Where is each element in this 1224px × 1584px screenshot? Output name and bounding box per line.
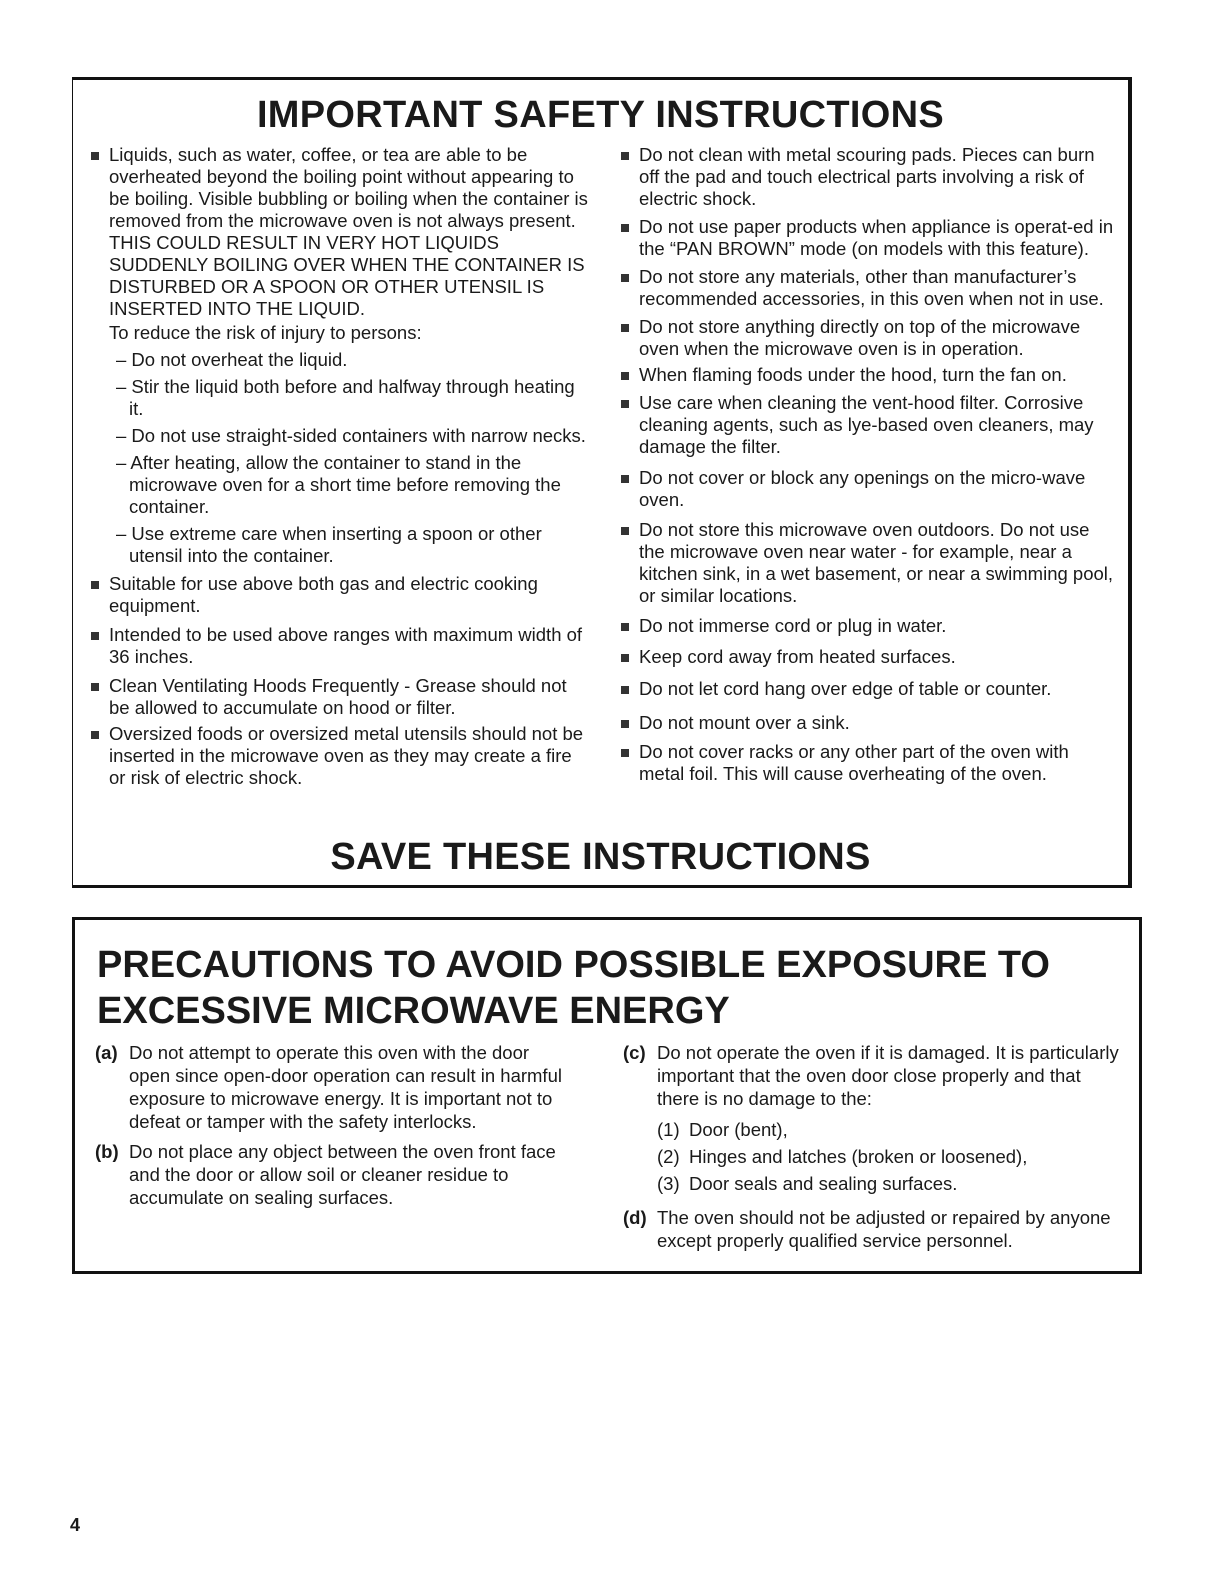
square-bullet-icon: [621, 749, 629, 757]
item-label: (d): [623, 1207, 647, 1228]
precautions-box: [72, 917, 1142, 1274]
item-text: Do not place any object between the oven front face and the door or allow soil or cleaner residue to accumulate on sealing surfaces.: [129, 1141, 556, 1208]
item-text: Liquids, such as water, coffee, or tea are able to be overheated beyond the boiling point without appearing to be boiling. Visible bubbling or boiling when the container is removed from the microwave oven is not always present. THIS COULD RESULT IN VERY HOT LIQUIDS SUDDENLY BOILING OVER WHEN THE CONTAINER IS DISTURBED OR A SPOON OR OTHER UTENSIL IS INSERTED INTO THE LIQUID.: [109, 144, 588, 319]
item-label: (a): [95, 1042, 118, 1063]
item-label: (2): [657, 1146, 680, 1167]
dash-item: – Do not use straight-sided containers with narrow necks.: [116, 425, 586, 446]
square-bullet-icon: [621, 720, 629, 728]
list-item: [619, 712, 1119, 734]
square-bullet-icon: [621, 274, 629, 282]
list-item: [619, 144, 1119, 210]
square-bullet-icon: [621, 475, 629, 483]
dash-item: – Do not overheat the liquid.: [116, 349, 348, 370]
safety-title: IMPORTANT SAFETY INSTRUCTIONS: [256, 94, 945, 136]
item-text: Do not let cord hang over edge of table or counter.: [639, 678, 1052, 699]
item-text: Do not cover or block any openings on the micro-wave oven.: [639, 467, 1086, 510]
item-text: When flaming foods under the hood, turn the fan on.: [639, 364, 1067, 385]
safety-instructions-box: [72, 77, 1132, 888]
list-item: [619, 467, 1119, 511]
list-item: [623, 1145, 1123, 1168]
item-label: (c): [623, 1042, 646, 1063]
save-instructions-heading: SAVE THESE INSTRUCTIONS: [330, 836, 871, 878]
dash-item: – Use extreme care when inserting a spoon or other utensil into the container.: [116, 523, 542, 566]
item-text: Intended to be used above ranges with maximum width of 36 inches.: [109, 624, 583, 667]
item-text: Do not operate the oven if it is damaged. It is particularly important that the oven door close properly and that there is no damage to the:: [657, 1042, 1119, 1109]
precaution-item-c: [623, 1041, 1123, 1110]
precautions-title: PRECAUTIONS TO AVOID POSSIBLE EXPOSURE TO EXCESSIVE MICROWAVE ENERGY: [97, 944, 1050, 1032]
item-text: Do not clean with metal scouring pads. Pieces can burn off the pad and touch electrical parts involving a risk of electric shock.: [639, 144, 1095, 209]
item-text: Oversized foods or oversized metal utensils should not be inserted in the microwave oven as they may create a fire or risk of electric shock.: [109, 723, 584, 788]
item-text: Hinges and latches (broken or loosened),: [689, 1146, 1028, 1167]
list-item: [89, 144, 589, 320]
square-bullet-icon: [91, 683, 99, 691]
item-text: The oven should not be adjusted or repaired by anyone except properly qualified service personnel.: [657, 1207, 1111, 1251]
square-bullet-icon: [621, 400, 629, 408]
precaution-item-a: [95, 1041, 565, 1133]
list-item: [619, 266, 1119, 310]
square-bullet-icon: [91, 632, 99, 640]
list-item: [619, 316, 1119, 360]
list-item: [89, 573, 589, 617]
square-bullet-icon: [91, 581, 99, 589]
item-text: Door seals and sealing surfaces.: [689, 1173, 958, 1194]
item-text: Do not store anything directly on top of the microwave oven when the microwave oven is in operation.: [639, 316, 1081, 359]
safety-left-column: [89, 144, 589, 789]
item-text: Door (bent),: [689, 1119, 788, 1140]
page-number: 4: [70, 1515, 81, 1535]
square-bullet-icon: [91, 152, 99, 160]
precautions-left-column: [95, 1041, 565, 1209]
list-item: [619, 519, 1119, 607]
item-label: (3): [657, 1173, 680, 1194]
list-item: [623, 1172, 1123, 1195]
item-text: Do not immerse cord or plug in water.: [639, 615, 947, 636]
list-item: [619, 392, 1119, 458]
precautions-right-column: [623, 1041, 1123, 1252]
item-text: Do not cover racks or any other part of the oven with metal foil. This will cause overheating of the oven.: [639, 741, 1069, 784]
item-text: Do not use paper products when appliance is operat-ed in the “PAN BROWN” mode (on models with this feature).: [639, 216, 1114, 259]
list-item: [623, 1118, 1123, 1141]
item-text: Keep cord away from heated surfaces.: [639, 646, 956, 667]
square-bullet-icon: [621, 372, 629, 380]
square-bullet-icon: [91, 731, 99, 739]
square-bullet-icon: [621, 527, 629, 535]
reduce-risk-text: To reduce the risk of injury to persons:: [109, 322, 422, 343]
precaution-item-d: [623, 1206, 1123, 1252]
square-bullet-icon: [621, 654, 629, 662]
item-label: (b): [95, 1141, 119, 1162]
item-text: Clean Ventilating Hoods Frequently - Grease should not be allowed to accumulate on hood or filter.: [109, 675, 567, 718]
dash-item: – Stir the liquid both before and halfway through heating it.: [116, 376, 575, 419]
square-bullet-icon: [621, 224, 629, 232]
safety-right-column: [619, 144, 1119, 785]
item-text: Do not store this microwave oven outdoors. Do not use the microwave oven near water - for example, near a kitchen sink, in a wet basement, or near a swimming pool, or similar locations.: [639, 519, 1114, 606]
square-bullet-icon: [621, 686, 629, 694]
list-item: [89, 675, 589, 719]
list-item: [89, 723, 589, 789]
list-item: [619, 615, 1119, 637]
list-item: [619, 678, 1119, 700]
square-bullet-icon: [621, 623, 629, 631]
item-text: Do not attempt to operate this oven with the door open since open-door operation can result in harmful exposure to microwave energy. It is important not to defeat or tamper with the safety interlocks.: [129, 1042, 562, 1132]
item-text: Use care when cleaning the vent-hood filter. Corrosive cleaning agents, such as lye-based oven cleaners, may damage the filter.: [639, 392, 1094, 457]
list-item: [619, 216, 1119, 260]
dash-item: – After heating, allow the container to stand in the microwave oven for a short time before removing the container.: [116, 452, 561, 517]
list-item: [89, 624, 589, 668]
item-text: Suitable for use above both gas and electric cooking equipment.: [109, 573, 538, 616]
list-item: [619, 364, 1119, 386]
list-item: [619, 646, 1119, 668]
square-bullet-icon: [621, 152, 629, 160]
item-text: Do not store any materials, other than manufacturer’s recommended accessories, in this oven when not in use.: [639, 266, 1104, 309]
list-item: [619, 741, 1119, 785]
precaution-item-b: [95, 1140, 565, 1209]
item-text: Do not mount over a sink.: [639, 712, 850, 733]
item-label: (1): [657, 1119, 680, 1140]
square-bullet-icon: [621, 324, 629, 332]
